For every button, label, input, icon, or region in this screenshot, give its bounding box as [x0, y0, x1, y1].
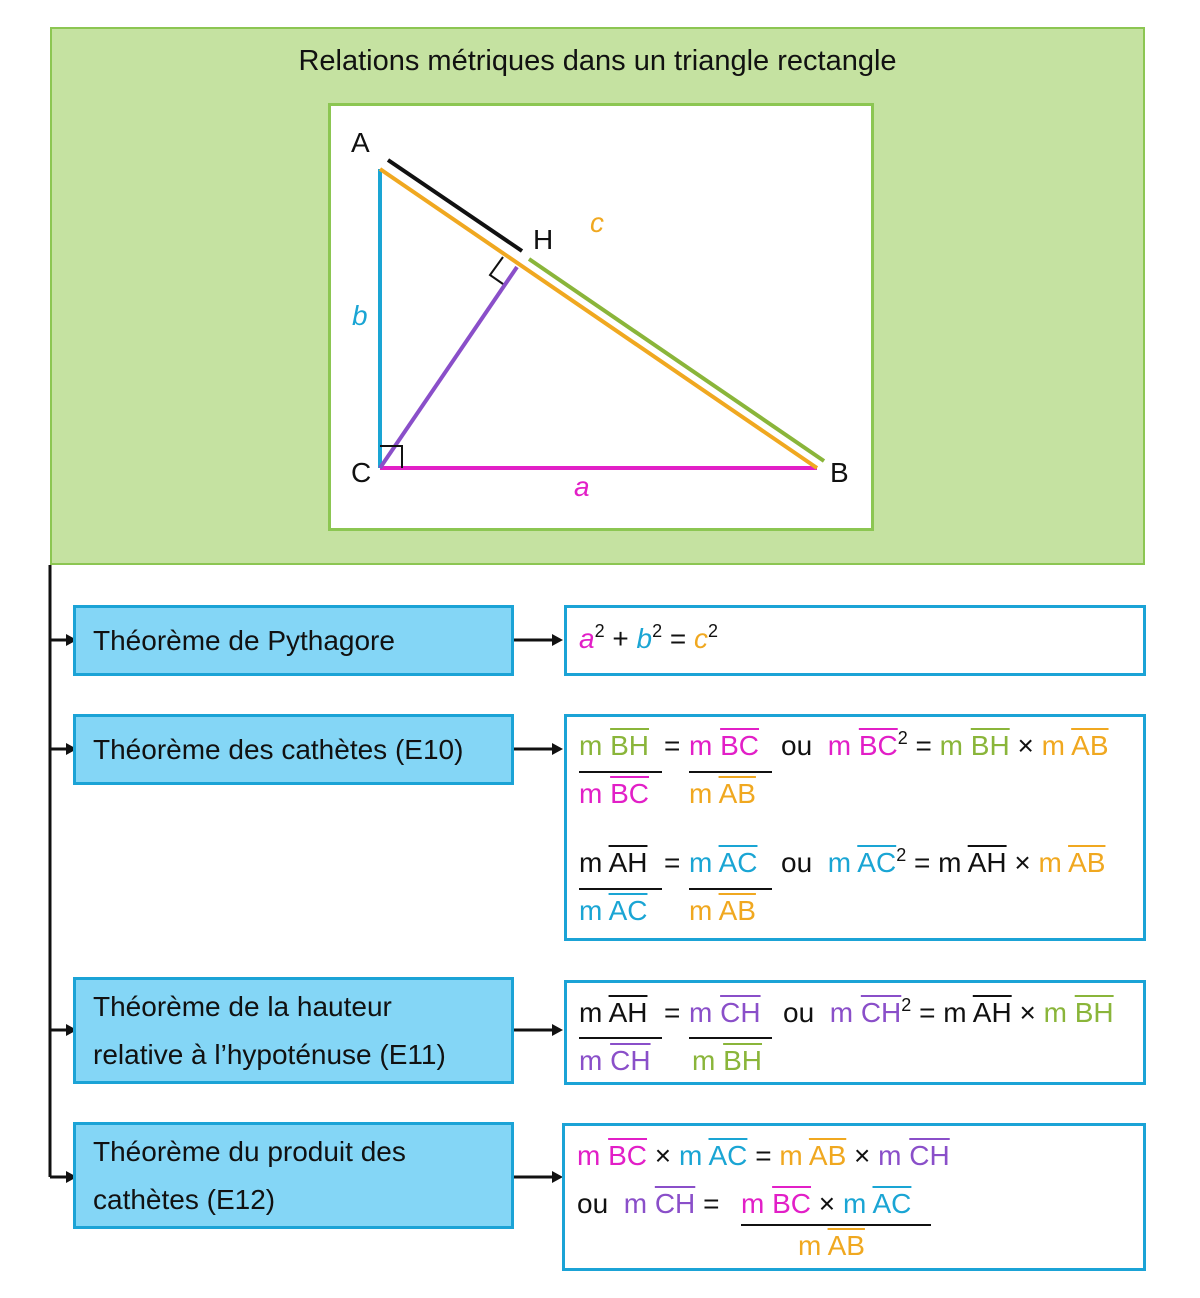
result-produit-box — [562, 1123, 1146, 1271]
side-a-label: a — [574, 471, 590, 502]
theorem-cathetes-box — [73, 714, 514, 785]
fraction-num: m $\overline{BH}$ — [579, 730, 650, 761]
fraction-bar — [579, 771, 662, 773]
point-b-label: B — [830, 457, 849, 488]
equals-sign: = — [664, 997, 681, 1028]
pythagore-formula: $a^2 + b^2 = c^2$ — [579, 621, 719, 654]
fraction-bar — [579, 1037, 662, 1039]
side-c-label: c — [590, 207, 604, 238]
fraction-den: m $\overline{BH}$ — [692, 1045, 763, 1076]
fraction-num: m $\overline{AH}$ — [579, 997, 648, 1028]
point-h-label: H — [533, 224, 554, 255]
result-pythagore-box — [564, 605, 1146, 676]
result-cathetes-box — [564, 714, 1146, 941]
theorem-label-line2: relative à l’hypoténuse (E11) — [93, 1038, 446, 1070]
fraction-bar — [689, 771, 772, 773]
theorem-produit-box — [73, 1122, 514, 1229]
theorem-label-line1: Théorème de la hauteur — [93, 990, 392, 1022]
equals-sign: = — [664, 730, 681, 761]
fraction-num: m $\overline{CH}$ — [689, 997, 761, 1028]
equals-sign: = — [664, 847, 681, 878]
theorem-pythagore-box — [73, 605, 514, 676]
fraction-bar — [579, 888, 662, 890]
fraction-den: m $\overline{AB}$ — [689, 778, 756, 809]
fraction-num: m $\overline{AH}$ — [579, 847, 648, 878]
theorem-label-line2: cathètes (E12) — [93, 1183, 276, 1215]
fraction-den: m $\overline{CH}$ — [579, 1045, 651, 1076]
product-formula: ou m $\overline{CH}^2 = m$ $\overline{AH} \times m$ $\overline{BH}$ — [783, 995, 1114, 1028]
result-hauteur-box — [564, 980, 1146, 1085]
point-a-label: A — [351, 127, 370, 158]
theorem-label-line1: Théorème du produit des — [93, 1135, 406, 1167]
theorem-hauteur-box — [73, 977, 514, 1084]
point-c-label: C — [351, 457, 372, 488]
page-title: Relations métriques dans un triangle rectangle — [298, 45, 897, 77]
product-formula: m $\overline{BC} \times m$ $\overline{AC} = m$ $\overline{AB} \times m$ $\overline{CH}$ — [577, 1140, 950, 1171]
theorem-label: Théorème des cathètes (E10) — [93, 733, 464, 765]
ch-expression: ou m $\overline{CH}$ = — [577, 1188, 720, 1219]
fraction-bar — [741, 1224, 931, 1226]
product-formula: ou m $\overline{BC}^2 = m$ $\overline{BH} \times m$ $\overline{AB}$ — [781, 728, 1109, 761]
fraction-den: m $\overline{AC}$ — [579, 895, 648, 926]
fraction-bar — [689, 1037, 772, 1039]
fraction-den: m $\overline{BC}$ — [579, 778, 650, 809]
theorem-label: Théorème de Pythagore — [93, 624, 395, 656]
product-formula: ou m $\overline{AC}^2 = m$ $\overline{AH} \times m$ $\overline{AB}$ — [781, 845, 1106, 878]
fraction-num: m $\overline{AC}$ — [689, 847, 758, 878]
side-b-label: b — [352, 300, 368, 331]
fraction-den: m $\overline{AB}$ — [689, 895, 756, 926]
fraction-den: m $\overline{AB}$ — [798, 1230, 865, 1261]
fraction-num: m $\overline{BC} \times m$ $\overline{AC}$ — [741, 1188, 912, 1219]
fraction-bar — [689, 888, 772, 890]
fraction-num: m $\overline{BC}$ — [689, 730, 760, 761]
